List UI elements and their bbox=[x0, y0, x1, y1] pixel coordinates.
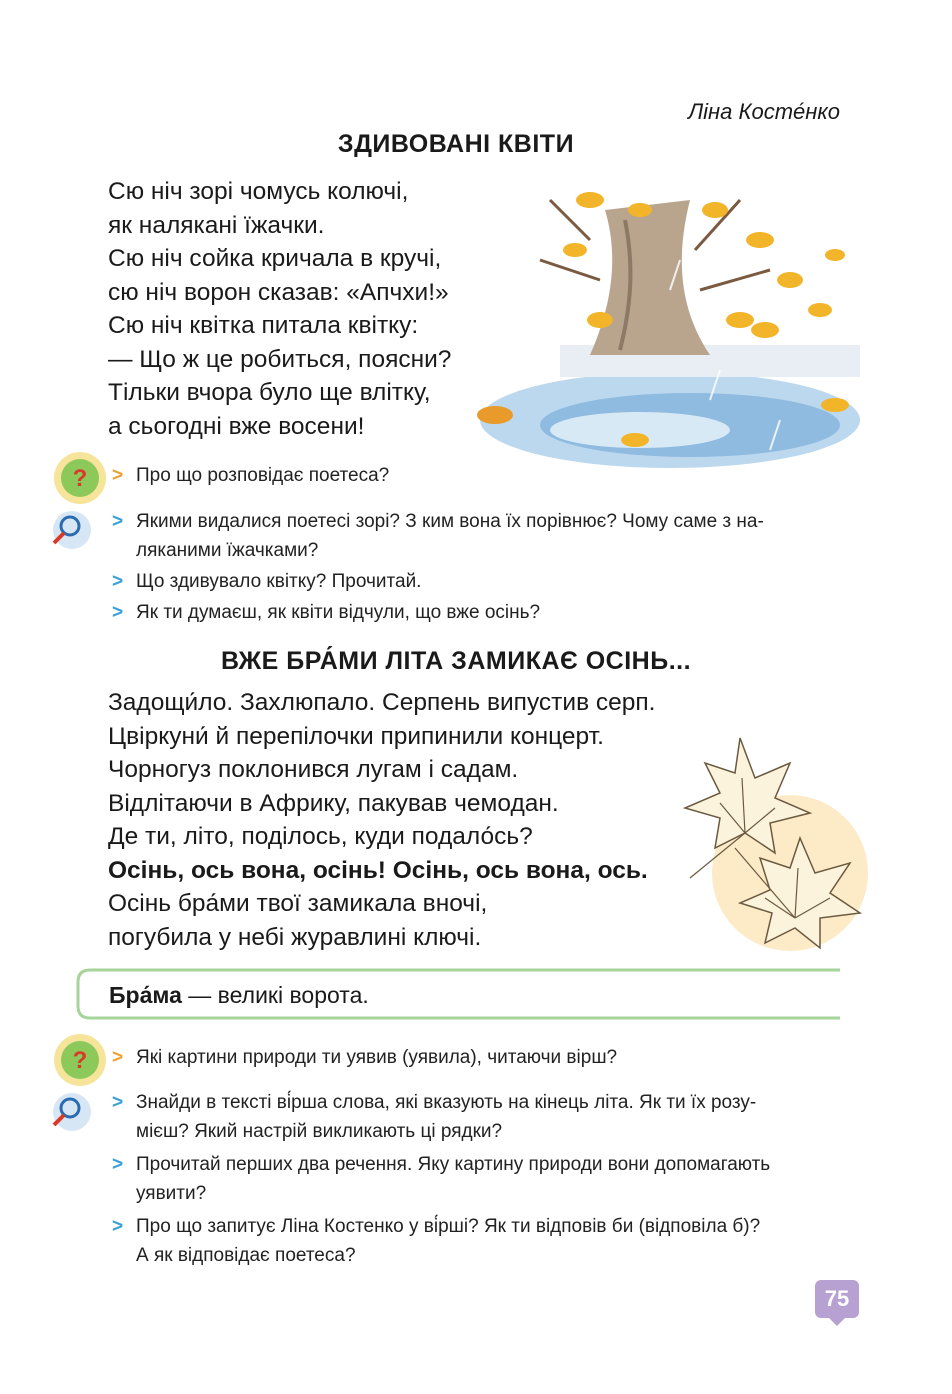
chevron-right-icon: > bbox=[112, 1047, 124, 1068]
poem-line: — Що ж це робиться, поясни? bbox=[108, 345, 452, 373]
autumn-tree-illustration bbox=[440, 180, 860, 475]
poem-line: погубила у небі журавлині ключі. bbox=[108, 923, 482, 951]
page-number-tail bbox=[829, 1318, 845, 1326]
poem-line: Сю ніч зорі чомусь колючі, bbox=[108, 178, 409, 205]
poem1-title: ЗДИВОВАНІ КВІТИ bbox=[337, 130, 575, 158]
poem2-title: ВЖЕ БРА́МИ ЛІТА ЗАМИКАЄ ОСІНЬ... bbox=[220, 647, 692, 675]
glossary-term: Бра́ма bbox=[109, 982, 182, 1008]
svg-text:?: ? bbox=[72, 465, 88, 492]
poem-line: Задощи́ло. Захлюпало. Серпень випустив серп. bbox=[108, 689, 656, 716]
chevron-right-icon: > bbox=[112, 1216, 124, 1237]
chevron-right-icon: > bbox=[112, 465, 124, 486]
poem-line: як налякані їжачки. bbox=[108, 211, 325, 239]
poem-line: Відлітаючи в Африку, пакував чемодан. bbox=[108, 789, 559, 817]
chevron-right-icon: > bbox=[112, 1154, 124, 1175]
poem-line: Осінь, ось вона, осінь! Осінь, ось вона, ось. bbox=[108, 856, 648, 884]
poem-line: Тільки вчора було ще влітку, bbox=[108, 379, 431, 406]
svg-text:?: ? bbox=[72, 1047, 88, 1074]
question-icon bbox=[40, 1030, 112, 1132]
glossary bbox=[76, 968, 840, 1020]
glossary-entry bbox=[109, 982, 369, 1009]
poem-line: Осінь бра́ми твої замикала вночі, bbox=[108, 890, 488, 917]
chevron-right-icon: > bbox=[112, 511, 124, 532]
page-number: 75 bbox=[815, 1280, 859, 1318]
chevron-right-icon: > bbox=[112, 1092, 124, 1113]
maple-leaves-illustration bbox=[680, 718, 870, 968]
poem-line: Цвіркуни́ й перепілочки припинили концерт. bbox=[108, 722, 604, 750]
poem-line: сю ніч ворон сказав: «Апчхи!» bbox=[108, 278, 449, 306]
question-icon bbox=[40, 448, 112, 550]
poem-line: Чорногуз поклонився лугам і садам. bbox=[108, 756, 519, 783]
chevron-right-icon: > bbox=[112, 602, 124, 623]
glossary-definition: — великі ворота. bbox=[181, 982, 369, 1008]
poem2-text bbox=[108, 686, 655, 954]
poem-line: Де ти, літо, поділось, куди подало́сь? bbox=[108, 823, 533, 850]
chevron-right-icon: > bbox=[112, 571, 124, 592]
poem-line: Сю ніч сойка кричала в кручі, bbox=[108, 245, 442, 272]
poem-line: Сю ніч квітка питала квітку: bbox=[108, 312, 419, 339]
poem1-text bbox=[108, 175, 451, 443]
author-name: Ліна Косте́нко bbox=[688, 99, 840, 124]
poem-line: а сьогодні вже восени! bbox=[108, 412, 365, 440]
